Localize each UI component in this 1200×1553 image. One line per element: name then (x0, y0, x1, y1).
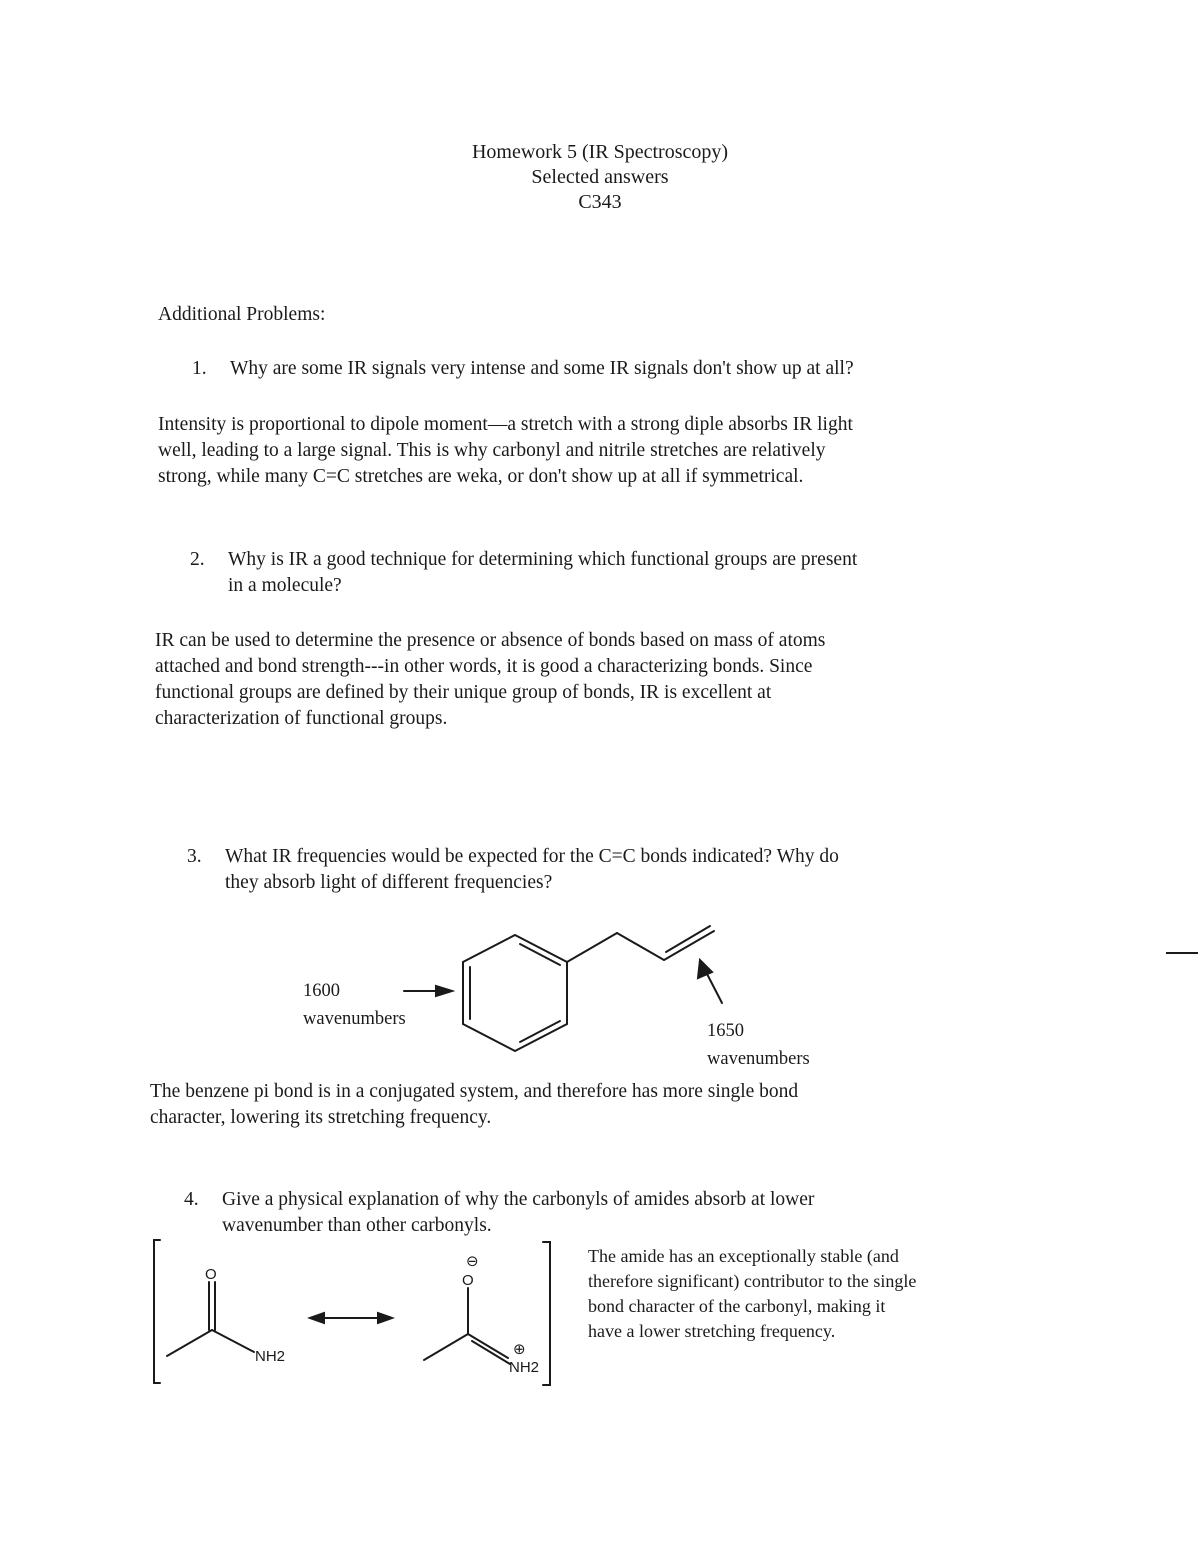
answer-2-line-4: characterization of functional groups. (155, 708, 448, 729)
scan-margin-mark (1166, 952, 1198, 954)
answer-4-line-3: bond character of the carbonyl, making it (588, 1296, 886, 1316)
allylbenzene-structure (463, 926, 714, 1051)
answer-2-line-2: attached and bond strength---in other words, it is good a characterizing bonds. Since (155, 656, 813, 677)
answer-1-line-2: well, leading to a large signal. This is why carbonyl and nitrile stretches are relatively (158, 440, 826, 461)
atom-o-left: O (205, 1266, 217, 1283)
arrow-1600 (404, 986, 452, 996)
label-1600: 1600 (303, 981, 340, 1001)
question-2-text-line-2: in a molecule? (228, 575, 342, 596)
question-2-number: 2. (190, 549, 205, 570)
document-subtitle: Selected answers (531, 166, 669, 188)
answer-4-line-1: The amide has an exceptionally stable (and (588, 1246, 899, 1266)
course-code: C343 (578, 191, 622, 213)
question-4-number: 4. (184, 1189, 199, 1210)
question-4-text-line-1: Give a physical explanation of why the carbonyls of amides absorb at lower (222, 1189, 815, 1210)
atom-nh2-right: NH2 (509, 1359, 540, 1376)
atom-nh2-left: NH2 (255, 1348, 286, 1365)
document-title: Homework 5 (IR Spectroscopy) (471, 141, 729, 163)
question-2-text-line-1: Why is IR a good technique for determining which functional groups are present (228, 549, 858, 570)
question-4-text-line-2: wavenumber than other carbonyls. (222, 1215, 492, 1236)
section-title: Additional Problems: (158, 304, 326, 325)
question-1-number: 1. (192, 358, 207, 379)
answer-4-line-2: therefore significant) contributor to the single (588, 1271, 917, 1291)
answer-1-line-3: strong, while many C=C stretches are weka, or don't show up at all if symmetrical. (158, 466, 804, 487)
atom-o-right: O (462, 1272, 474, 1289)
answer-2-line-3: functional groups are defined by their unique group of bonds, IR is excellent at (155, 682, 772, 703)
answer-2-line-1: IR can be used to determine the presence or absence of bonds based on mass of atoms (155, 630, 826, 651)
label-1650: 1650 (707, 1021, 744, 1041)
question-3-text-line-2: they absorb light of different frequencies? (225, 872, 553, 893)
answer-4-line-4: have a lower stretching frequency. (588, 1321, 836, 1341)
answer-3-line-1: The benzene pi bond is in a conjugated system, and therefore has more single bond (150, 1081, 799, 1102)
question-3-number: 3. (187, 846, 202, 867)
arrow-1650 (698, 960, 722, 1003)
answer-1-line-1: Intensity is proportional to dipole moment—a stretch with a strong diple absorbs IR light (158, 414, 853, 435)
question-3-text-line-1: What IR frequencies would be expected for the C=C bonds indicated? Why do (225, 846, 839, 867)
plus-charge-symbol: ⊕ (513, 1340, 526, 1358)
label-1650-unit: wavenumbers (707, 1049, 810, 1069)
answer-3-line-2: character, lowering its stretching frequency. (150, 1107, 492, 1128)
minus-charge-symbol: ⊖ (466, 1252, 479, 1270)
question-1-text: Why are some IR signals very intense and some IR signals don't show up at all? (230, 358, 854, 379)
label-1600-unit: wavenumbers (303, 1009, 406, 1029)
